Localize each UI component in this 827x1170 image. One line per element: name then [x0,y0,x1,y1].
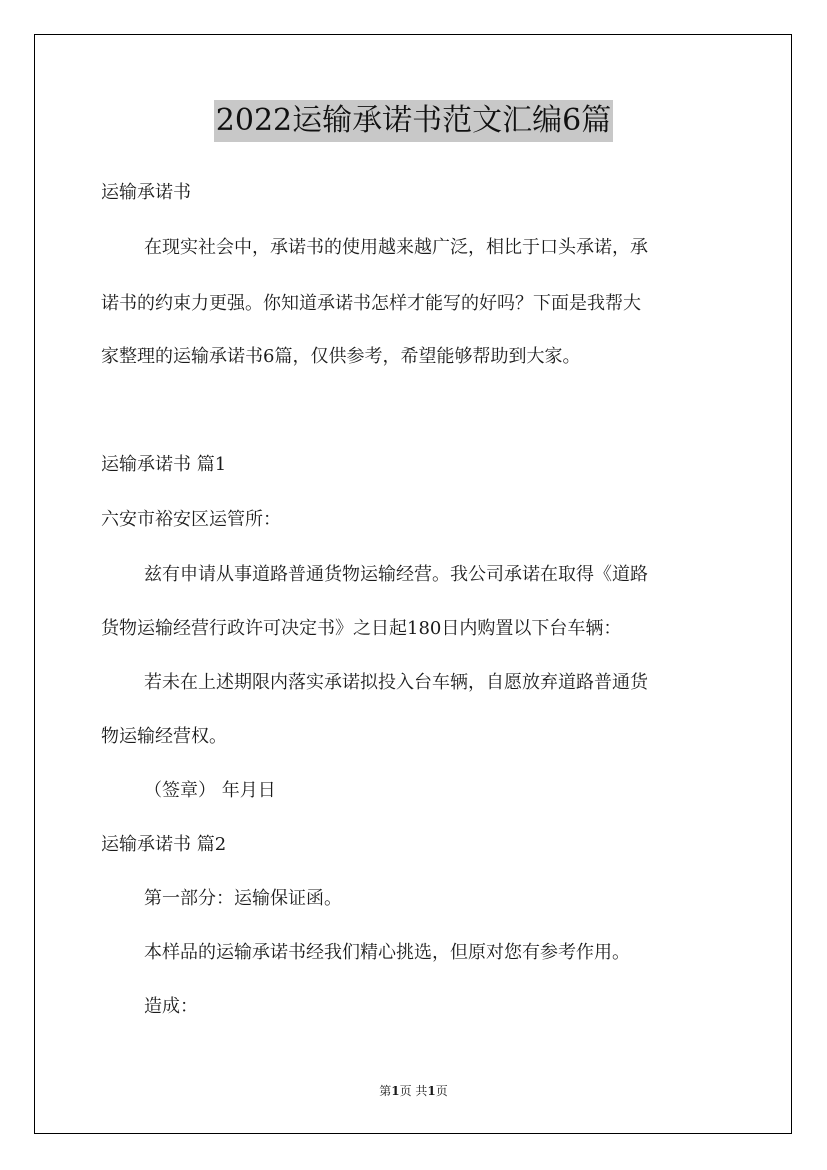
section2-heading: 运输承诺书 篇2 [101,834,227,855]
title-container [0,100,827,142]
section2-line-2: 本样品的运输承诺书经我们精心挑选，但原对您有参考作用。 [144,942,630,963]
page-footer [0,1083,827,1099]
intro-line-2: 诺书的约束力更强。你知道承诺书怎样才能写的好吗？下面是我帮大 [101,293,641,314]
section1-heading: 运输承诺书 篇1 [101,454,227,475]
footer-current-page: 1 [391,1084,400,1098]
footer-prefix: 第 [379,1084,392,1098]
section1-signature: （签章） 年月日 [144,780,276,801]
footer-mid: 页 共 [399,1084,428,1098]
intro-line-1: 在现实社会中，承诺书的使用越来越广泛，相比于口头承诺，承 [144,237,648,258]
section1-para1-line1: 兹有申请从事道路普通货物运输经营。我公司承诺在取得《道路 [144,564,648,585]
footer-suffix: 页 [435,1084,448,1098]
intro-heading: 运输承诺书 [101,182,191,203]
document-title: 2022运输承诺书范文汇编6篇 [214,100,613,142]
intro-line-3: 家整理的运输承诺书6篇，仅供参考，希望能够帮助到大家。 [101,346,581,367]
section1-para2-line1: 若未在上述期限内落实承诺拟投入台车辆，自愿放弃道路普通货 [144,672,648,693]
section1-para1-line2: 货物运输经营行政许可决定书》之日起180日内购置以下台车辆： [101,618,622,639]
footer-total-pages: 1 [427,1084,436,1098]
section1-para2-line2: 物运输经营权。 [101,726,227,747]
section2-line-3: 造成： [144,996,198,1017]
section2-line-1: 第一部分：运输保证函。 [144,888,342,909]
section1-addressee: 六安市裕安区运管所： [101,509,281,530]
